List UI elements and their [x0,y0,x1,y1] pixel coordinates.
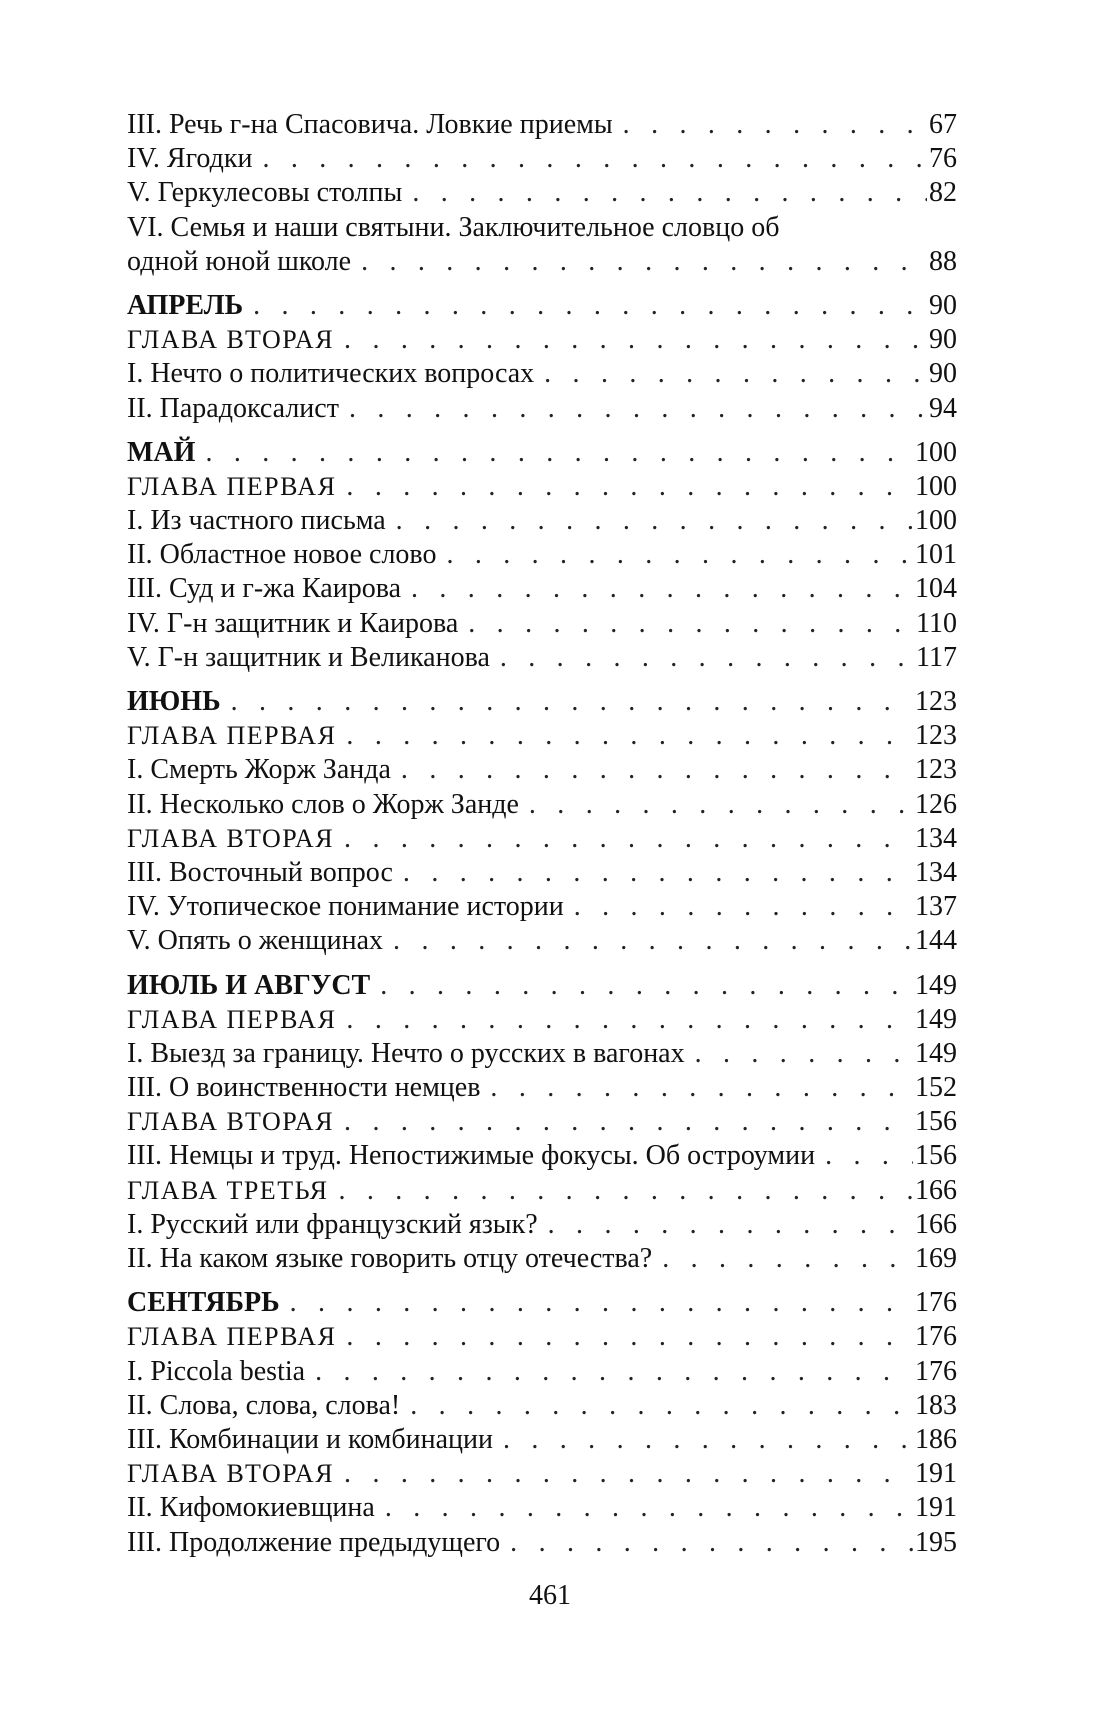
toc-entry [127,108,957,142]
dot-leader [574,890,913,924]
toc-entry [127,1037,957,1071]
toc-month-april [127,289,957,323]
toc-entry-title: III. О воинственности немцев [127,1072,481,1104]
toc-entry-title: V. Опять о женщинах [127,925,384,957]
month-title: ИЮЛЬ И АВГУСТ [127,969,371,1001]
toc-entry-page: 195 [915,1526,957,1558]
toc-entry-title: I. Выезд за границу. Нечто о русских в вагонах [127,1037,685,1069]
toc-entry [127,607,957,641]
toc-entry-page: 166 [915,1208,957,1240]
chapter-title: ГЛАВА ПЕРВАЯ [127,1322,337,1352]
dot-leader [344,822,913,856]
month-title: АПРЕЛЬ [127,289,244,321]
dot-leader [825,1139,913,1173]
toc-month-july-august [127,969,957,1003]
toc-entry-page: 100 [915,470,957,502]
dot-leader [349,392,927,426]
toc-entry [127,1389,957,1423]
toc-entry-title: I. Нечто о политических вопросах [127,358,535,390]
toc-entry-page: 137 [915,891,957,923]
toc-chapter [127,1105,957,1139]
toc-entry-title-line2: одной юной школе [127,245,352,277]
dot-leader [401,753,913,787]
toc-entry-title: IV. Утопическое понимание истории [127,891,564,923]
toc-entry-title: II. Кифомокиевщина [127,1492,375,1524]
toc-entry-page: 149 [915,1003,957,1035]
toc-entry [127,357,957,391]
dot-leader [468,607,914,641]
toc-entry-title: II. Парадоксалист [127,392,339,424]
toc-entry [127,1071,957,1105]
toc-entry-page: 186 [915,1423,957,1455]
toc-entry [127,1491,957,1525]
dot-leader [290,1286,913,1320]
toc-entry-title: II. На каком языке говорить отцу отечества? [127,1243,653,1274]
month-title: МАЙ [127,436,196,468]
dot-leader [662,1242,913,1276]
dot-leader [346,470,913,504]
toc-entry-page: 134 [915,822,957,854]
dot-leader [500,641,914,675]
dot-leader [346,719,913,753]
toc-entry-page: 110 [916,607,957,639]
chapter-title: ГЛАВА ВТОРАЯ [127,1107,335,1137]
toc-entry-page: 90 [929,358,957,390]
dot-leader [346,1003,913,1037]
chapter-title: ГЛАВА ВТОРАЯ [127,823,335,853]
dot-leader [338,1174,913,1208]
toc-entry-page: 166 [915,1174,957,1206]
toc-entry-title: V. Геркулесовы столпы [127,177,403,209]
toc-entry-page: 90 [929,324,957,356]
toc-entry-page: 191 [915,1458,957,1490]
toc-entry-title: III. Комбинации и комбинации [127,1423,493,1455]
month-title: СЕНТЯБРЬ [127,1287,280,1319]
dot-leader [380,969,913,1003]
toc-entry-title: II. Областное новое слово [127,539,437,571]
toc-entry-page: 123 [915,754,957,786]
toc-entry-page: 169 [915,1243,957,1274]
toc-entry-page: 191 [915,1492,957,1524]
toc-month-may [127,436,957,470]
dot-leader [315,1355,913,1389]
toc-entry-page: 134 [915,856,957,888]
dot-leader [548,1208,913,1242]
toc-entry-page: 123 [915,720,957,752]
toc-entry [127,142,957,176]
toc-chapter [127,470,957,504]
toc-chapter [127,1320,957,1354]
toc-entry [127,392,957,426]
toc-chapter [127,1003,957,1037]
toc-entry [127,1242,957,1276]
dot-leader [344,1105,913,1139]
chapter-title: ГЛАВА ПЕРВАЯ [127,1004,337,1034]
dot-leader [253,289,927,323]
dot-leader [446,538,913,572]
toc-entry [127,753,957,787]
chapter-title: ГЛАВА ПЕРВАЯ [127,471,337,501]
chapter-title: ГЛАВА ТРЕТЬЯ [127,1175,329,1205]
chapter-title: ГЛАВА ВТОРАЯ [127,1459,335,1489]
toc-entry [127,1139,957,1173]
dot-leader [490,1071,913,1105]
toc-entry-page: 123 [915,686,957,717]
toc-chapter [127,719,957,753]
dot-leader [393,924,913,958]
toc-entry-page: 117 [916,641,957,673]
table-of-contents [127,108,957,1560]
toc-entry-page: 144 [915,925,957,957]
toc-entry-page: 90 [929,289,957,321]
dot-leader [385,1491,913,1525]
toc-entry-page: 94 [929,392,957,424]
dot-leader [344,323,927,357]
toc-entry-page: 76 [929,143,957,175]
toc-entry [127,1355,957,1389]
toc-chapter [127,1174,957,1208]
dot-leader [231,685,913,719]
toc-entry-page: 67 [929,109,957,140]
toc-entry-page: 100 [915,505,957,537]
toc-entry-page: 82 [929,177,957,209]
dot-leader [403,856,913,890]
toc-entry [127,924,957,958]
toc-entry [127,1208,957,1242]
toc-entry-title-line1: VI. Семья и наши святыни. Заключительное словцо об [127,211,780,243]
dot-leader [411,572,913,606]
toc-entry-page: 88 [929,245,957,277]
dot-leader [410,1389,913,1423]
toc-entry [127,538,957,572]
toc-entry-page: 176 [915,1355,957,1387]
toc-entry-title: III. Восточный вопрос [127,856,393,888]
toc-entry-title: III. Продолжение предыдущего [127,1526,501,1558]
toc-entry-page: 100 [915,436,957,468]
dot-leader [412,176,927,210]
toc-entry-page: 126 [915,788,957,820]
toc-entry [127,572,957,606]
toc-entry [127,245,957,279]
toc-entry-title: II. Слова, слова, слова! [127,1389,401,1421]
toc-entry-page: 176 [915,1321,957,1353]
toc-entry-title: II. Несколько слов о Жорж Занде [127,788,519,820]
toc-chapter [127,1457,957,1491]
toc-chapter [127,822,957,856]
toc-entry [127,1526,957,1560]
dot-leader [396,504,913,538]
toc-entry-title: IV. Г-н защитник и Каирова [127,607,459,639]
toc-entry-title: III. Суд и г-жа Каирова [127,573,401,605]
dot-leader [262,142,927,176]
toc-entry-page: 156 [915,1106,957,1138]
chapter-title: ГЛАВА ПЕРВАЯ [127,721,337,751]
toc-entry [127,890,957,924]
dot-leader [344,1457,913,1491]
toc-entry-page: 104 [915,573,957,605]
toc-entry [127,176,957,210]
toc-entry [127,641,957,675]
toc-month-september [127,1286,957,1320]
toc-entry [127,1423,957,1457]
toc-entry-page: 156 [915,1140,957,1172]
toc-entry-title: I. Русский или французский язык? [127,1208,538,1240]
toc-entry-title: V. Г-н защитник и Великанова [127,641,490,673]
dot-leader [205,436,913,470]
page-number: 461 [529,1580,571,1611]
toc-entry-page: 176 [915,1287,957,1319]
dot-leader [623,108,927,142]
toc-entry-title: IV. Ягодки [127,143,253,175]
toc-entry-page: 101 [915,539,957,571]
dot-leader [544,357,927,391]
toc-entry-title: III. Немцы и труд. Непостижимые фокусы. Об остроумии [127,1140,816,1172]
month-title: ИЮНЬ [127,686,221,717]
toc-month-june [127,685,957,719]
dot-leader [529,788,913,822]
dot-leader [695,1037,913,1071]
toc-entry-title: I. Piccola bestia [127,1355,306,1387]
toc-entry-title: I. Смерть Жорж Занда [127,754,391,786]
toc-entry-title: I. Из частного письма [127,505,386,537]
toc-entry [127,788,957,822]
toc-entry [127,504,957,538]
dot-leader [510,1526,913,1560]
dot-leader [361,245,927,279]
toc-entry-page: 183 [915,1389,957,1421]
toc-entry-page: 152 [915,1072,957,1104]
toc-chapter [127,323,957,357]
chapter-title: ГЛАВА ВТОРАЯ [127,325,335,355]
toc-entry-page: 149 [915,1037,957,1069]
toc-entry-page: 149 [915,969,957,1001]
toc-entry-title: III. Речь г-на Спасовича. Ловкие приемы [127,109,613,140]
toc-entry [127,856,957,890]
dot-leader [346,1320,913,1354]
dot-leader [503,1423,913,1457]
